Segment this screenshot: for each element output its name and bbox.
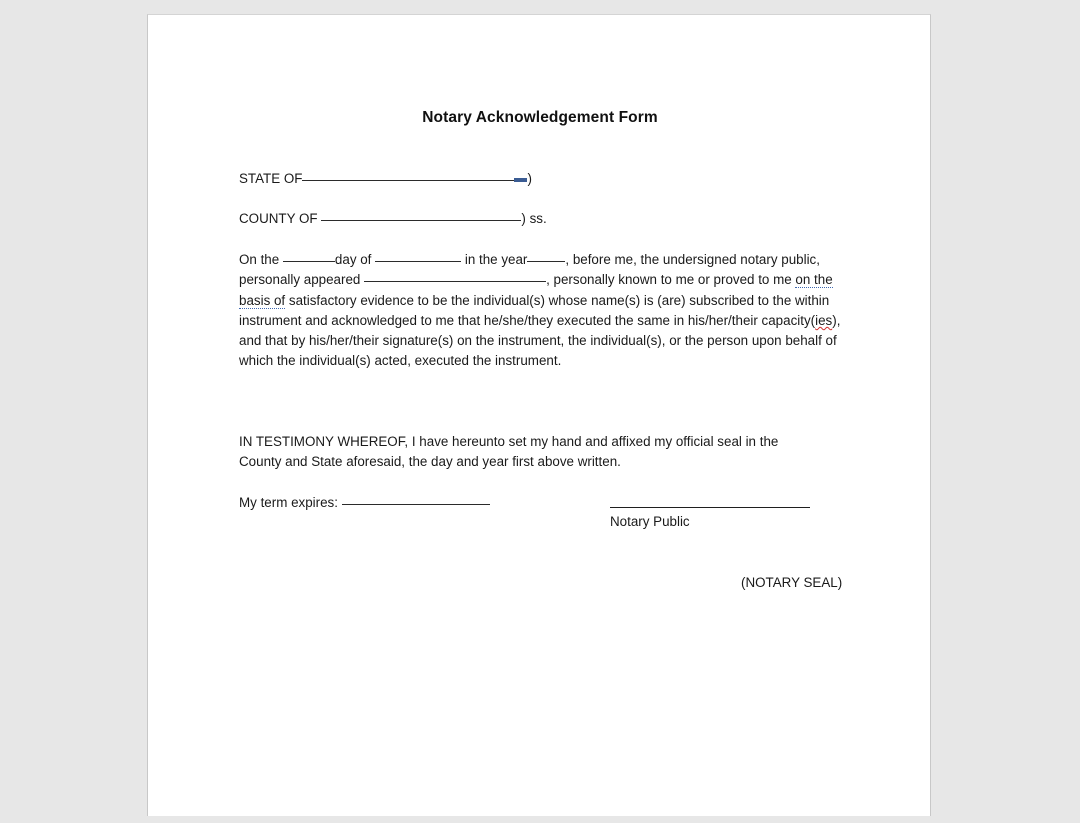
state-of-label: STATE OF bbox=[239, 171, 303, 186]
acknowledgement-paragraph bbox=[239, 250, 849, 372]
ack-seg-day-of: day of bbox=[334, 252, 376, 267]
county-of-suffix: ss. bbox=[529, 211, 547, 226]
state-of-close-paren: ) bbox=[527, 171, 532, 186]
term-expires-line bbox=[239, 493, 490, 513]
ack-seg-tail: ), and that by his/her/their signature(s) on the instrument, the individual(s), or the person upon behalf of which the individual(s) acted, executed the instrument. bbox=[239, 312, 841, 369]
state-of-blank[interactable] bbox=[302, 180, 527, 181]
month-blank[interactable] bbox=[375, 261, 461, 262]
ack-seg-before-me: , before me, the undersigned notary public, personally appeared bbox=[239, 252, 820, 288]
county-of-blank[interactable] bbox=[321, 220, 521, 221]
county-of-line bbox=[239, 209, 547, 229]
day-blank[interactable] bbox=[283, 261, 335, 262]
appeared-name-blank[interactable] bbox=[364, 281, 546, 282]
page-title: Notary Acknowledgement Form bbox=[422, 109, 658, 126]
ack-seg-evidence: satisfactory evidence to be the individual(s) whose name(s) is (are) subscribed to the within instrument and acknowledged to me that he/she/they executed the same in his/her/their capacity( bbox=[239, 292, 830, 328]
term-expires-label: My term expires: bbox=[239, 495, 338, 510]
notary-signature-line[interactable] bbox=[610, 507, 810, 508]
term-expires-blank[interactable] bbox=[342, 504, 490, 505]
document-page bbox=[147, 14, 931, 816]
notary-public-label: Notary Public bbox=[610, 514, 690, 529]
state-of-line bbox=[239, 169, 532, 189]
grammar-suggestion-text[interactable]: on the basis of bbox=[239, 272, 833, 308]
ack-seg-in-the-year: in the year bbox=[461, 252, 528, 267]
text-caret bbox=[514, 178, 527, 182]
county-of-close-paren: ) bbox=[521, 211, 526, 226]
year-blank[interactable] bbox=[527, 261, 565, 262]
notary-seal-label: (NOTARY SEAL) bbox=[741, 575, 843, 590]
county-of-label: COUNTY OF bbox=[239, 211, 318, 226]
ack-seg-on-the: On the bbox=[239, 252, 283, 267]
ack-seg-known: , personally known to me or proved to me bbox=[546, 272, 796, 288]
testimony-paragraph: IN TESTIMONY WHEREOF, I have hereunto set my hand and affixed my official seal in the County and State aforesaid, the day and year first above written. bbox=[239, 434, 779, 470]
spellcheck-flagged-text[interactable]: ies bbox=[815, 312, 833, 328]
